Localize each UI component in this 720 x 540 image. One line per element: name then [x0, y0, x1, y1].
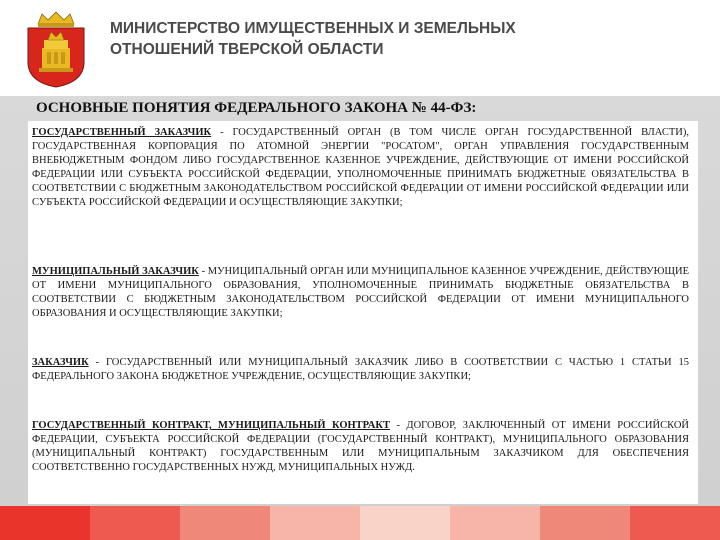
definition-term: ГОСУДАРСТВЕННЫЙ ЗАКАЗЧИК — [32, 127, 212, 138]
ministry-title — [110, 18, 670, 60]
bar-segment — [180, 506, 270, 540]
bar-segment — [270, 506, 360, 540]
ministry-title-line-2: ОТНОШЕНИЙ ТВЕРСКОЙ ОБЛАСТИ — [110, 41, 384, 58]
ministry-title-line-1: МИНИСТЕРСТВО ИМУЩЕСТВЕННЫХ И ЗЕМЕЛЬНЫХ — [110, 20, 516, 37]
definition-term: МУНИЦИПАЛЬНЫЙ ЗАКАЗЧИК — [32, 266, 199, 277]
definition-term: ЗАКАЗЧИК — [32, 357, 89, 368]
definition-text: - МУНИЦИПАЛЬНЫЙ ОРГАН ИЛИ МУНИЦИПАЛЬНОЕ КАЗЕННОЕ УЧРЕЖДЕНИЕ, ДЕЙСТВУЮЩИЕ ОТ ИМЕНИ МУНИЦИПАЛЬНОГО ОБРАЗОВАНИЯ, УПОЛНОМОЧЕННЫЕ ПРИНИМАТЬ БЮДЖЕТНЫЕ ОБЯЗАТЕЛЬСТВА В СООТВЕТСТВИИ С БЮДЖЕТНЫМ ЗАКОНОДАТЕЛЬСТВОМ РОССИЙСКОЙ ФЕДЕРАЦИИ ОТ ИМЕНИ МУНИЦИПАЛЬНОГО ОБРАЗОВАНИЯ И ОСУЩЕСТВЛЯЮЩИЕ ЗАКУПКИ; — [32, 266, 689, 319]
bar-segment — [360, 506, 450, 540]
definition-municipal-customer — [32, 265, 689, 321]
section-title: ОСНОВНЫЕ ПОНЯТИЯ ФЕДЕРАЛЬНОГО ЗАКОНА № 44-ФЗ: — [36, 100, 477, 116]
bottom-decorative-bar — [0, 506, 720, 540]
definition-text: - ГОСУДАРСТВЕННЫЙ ИЛИ МУНИЦИПАЛЬНЫЙ ЗАКАЗЧИК ЛИБО В СООТВЕТСТВИИ С ЧАСТЬЮ 1 СТАТЬИ 15 ФЕДЕРАЛЬНОГО ЗАКОНА БЮДЖЕТНОЕ УЧРЕЖДЕНИЕ, ОСУЩЕСТВЛЯЮЩИЕ ЗАКУПКИ; — [32, 357, 689, 382]
definition-customer — [32, 356, 689, 384]
bar-segment — [630, 506, 720, 540]
definition-state-customer — [32, 126, 689, 210]
bar-segment — [90, 506, 180, 540]
definition-contract — [32, 419, 689, 475]
definition-text: - ДОГОВОР, ЗАКЛЮЧЕННЫЙ ОТ ИМЕНИ РОССИЙСКОЙ ФЕДЕРАЦИИ, СУБЪЕКТА РОССИЙСКОЙ ФЕДЕРАЦИИ (ГОСУДАРСТВЕННЫЙ КОНТРАКТ), МУНИЦИПАЛЬНОГО ОБРАЗОВАНИЯ (МУНИЦИПАЛЬНЫЙ КОНТРАКТ) ГОСУДАРСТВЕННЫМ ИЛИ МУНИЦИПАЛЬНЫМ ЗАКАЗЧИКОМ ДЛЯ ОБЕСПЕЧЕНИЯ СООТВЕТСТВЕННО ГОСУДАРСТВЕННЫХ НУЖД, МУНИЦИПАЛЬНЫХ НУЖД. — [32, 420, 689, 473]
coat-of-arms-icon — [20, 10, 92, 88]
bar-segment — [450, 506, 540, 540]
definition-term: ГОСУДАРСТВЕННЫЙ КОНТРАКТ, МУНИЦИПАЛЬНЫЙ КОНТРАКТ — [32, 420, 390, 431]
bar-segment — [0, 506, 90, 540]
bar-segment — [540, 506, 630, 540]
definition-text: - ГОСУДАРСТВЕННЫЙ ОРГАН (В ТОМ ЧИСЛЕ ОРГАН ГОСУДАРСТВЕННОЙ ВЛАСТИ), ГОСУДАРСТВЕННАЯ КОРПОРАЦИЯ ПО АТОМНОЙ ЭНЕРГИИ "РОСАТОМ", ОРГАН УПРАВЛЕНИЯ ГОСУДАРСТВЕННЫМ ВНЕБЮДЖЕТНЫМ ФОНДОМ ЛИБО ГОСУДАРСТВЕННОЕ КАЗЕННОЕ УЧРЕЖДЕНИЕ, ДЕЙСТВУЮЩИЕ ОТ ИМЕНИ РОССИЙСКОЙ ФЕДЕРАЦИИ ИЛИ СУБЪЕКТА РОССИЙСКОЙ ФЕДЕРАЦИИ, УПОЛНОМОЧЕННЫЕ ПРИНИМАТЬ БЮДЖЕТНЫЕ ОБЯЗАТЕЛЬСТВА В СООТВЕТСТВИИ С БЮДЖЕТНЫМ ЗАКОНОДАТЕЛЬСТВОМ РОССИЙСКОЙ ФЕДЕРАЦИИ ОТ ИМЕНИ РОССИЙСКОЙ ФЕДЕРАЦИИ ИЛИ СУБЪЕКТА РОССИЙСКОЙ ФЕДЕРАЦИИ И ОСУЩЕСТВЛЯЮЩИЕ ЗАКУПКИ; — [32, 127, 689, 208]
